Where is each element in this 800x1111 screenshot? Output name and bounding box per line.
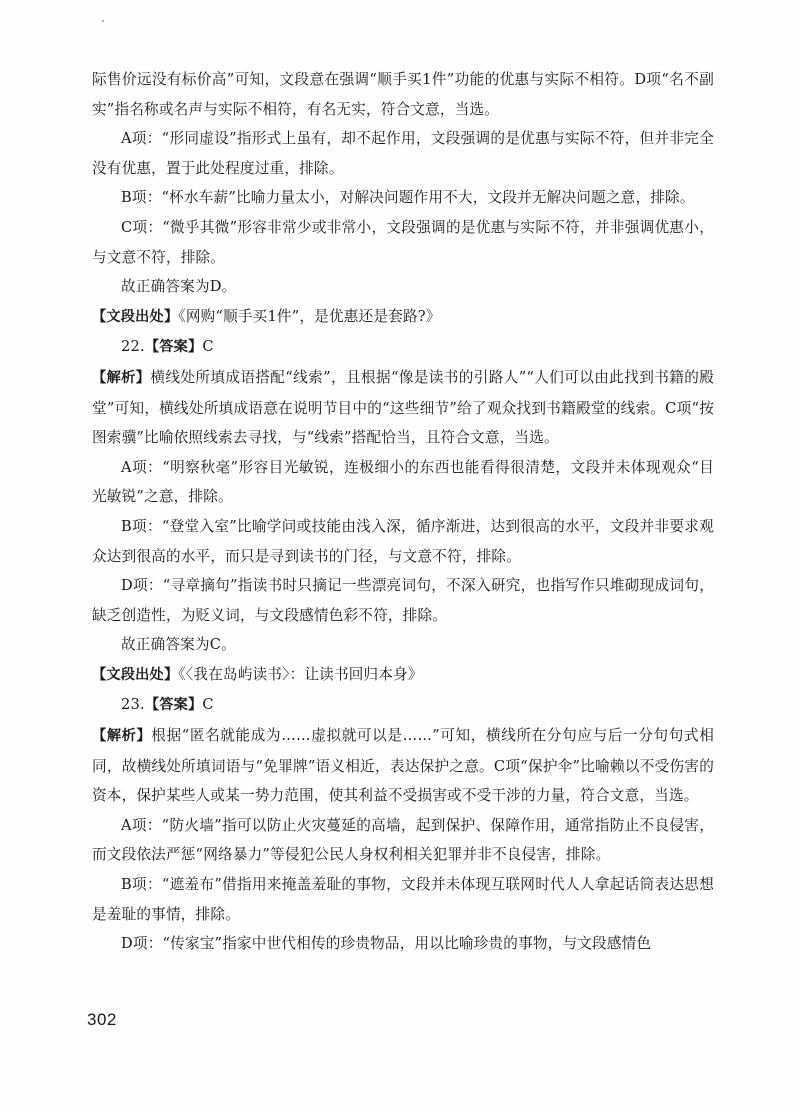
page-body	[92, 65, 714, 959]
page-number: 302	[87, 1010, 117, 1029]
source-tag: 【文段出处】	[92, 308, 179, 325]
answer-summary-22-text: 故正确答案为C。	[121, 636, 236, 654]
question-number-23: 23.	[121, 696, 145, 714]
paragraph-option-a-2-text: A项：“明察秋毫”形容目光敏锐，连极细小的东西也能看得很清楚，文段并未体现观众“目光敏锐”之意，排除。	[92, 458, 714, 506]
question-22-answer	[92, 332, 714, 363]
answer-tag: 【答案】	[144, 339, 203, 356]
scan-speck	[102, 20, 104, 22]
paragraph-analysis-23	[92, 721, 714, 811]
paragraph-option-a-3-text: A项：“防火墙”指可以防止火灾蔓延的高墙，起到保护、保障作用，通常指防止不良侵害，而文段依法严惩“网络暴力”等侵犯公民人身权利相关犯罪并非不良侵害，排除。	[92, 816, 714, 864]
source-tag: 【文段出处】	[92, 666, 179, 683]
paragraph-option-b-2	[92, 512, 714, 571]
question-23-answer	[92, 690, 714, 721]
paragraph-option-b-1	[92, 183, 714, 213]
paragraph-option-b-2-text: B项：“登堂入室”比喻学问或技能由浅入深，循序渐进，达到很高的水平，文段并非要求观众达到很高的水平，而只是寻到读书的门径，与文意不符，排除。	[92, 517, 714, 565]
paragraph-option-d-3-text: D项：“传家宝”指家中世代相传的珍贵物品，用以比喻珍贵的事物，与文段感情色	[121, 935, 652, 953]
answer-23-value: C	[202, 696, 214, 714]
paragraph-answer-summary-22	[92, 630, 714, 660]
paragraph-1-text: 际售价远没有标价高”可知，文段意在强调“顺手买1件”功能的优惠与实际不相符。D项“名不副实”指名称或名声与实际不相符，有名无实，符合文意，当选。	[92, 71, 714, 118]
answer-tag: 【答案】	[144, 697, 203, 714]
source-22-text: 《〈我在岛屿读书〉：让读书回归本身》	[178, 665, 423, 683]
paragraph-analysis-22	[92, 363, 714, 453]
paragraph-option-a-1-text: A项：“形同虚设”指形式上虽有，却不起作用，文段强调的是优惠与实际不符，但并非完全没有优惠，置于此处程度过重，排除。	[92, 130, 714, 177]
answer-summary-21-text: 故正确答案为D。	[121, 278, 237, 296]
paragraph-option-c-1	[92, 213, 714, 272]
question-number-22: 22.	[121, 338, 145, 356]
paragraph-option-d-2-text: D项：“寻章摘句”指读书时只摘记一些漂亮词句，不深入研究，也指写作只堆砌现成词句，缺乏创造性，为贬义词，与文段感情色彩不符，排除。	[92, 577, 714, 624]
paragraph-option-b-3-text: B项：“遮羞布”借指用来掩盖羞耻的事物，文段并未体现互联网时代人人拿起话筒表达思想是羞耻的事情，排除。	[92, 876, 714, 923]
source-21-text: 《网购“顺手买1件”，是优惠还是套路?》	[178, 307, 441, 325]
paragraph-option-b-1-text: B项：“杯水车薪”比喻力量太小，对解决问题作用不大，文段并无解决问题之意，排除。	[121, 189, 695, 207]
analysis-22-text: 横线处所填成语搭配“线索”，且根据“像是读书的引路人”“人们可以由此找到书籍的殿堂”可知，横线处所填成语意在说明节目中的“这些细节”给了观众找到书籍殿堂的线索。C项“按图索骥”比喻依照线索去寻找，与“线索”搭配恰当，且符合文意，当选。	[92, 368, 714, 447]
paragraph-answer-summary-21	[92, 272, 714, 302]
paragraph-option-b-3	[92, 870, 714, 929]
paragraph-option-a-2	[92, 453, 714, 512]
paragraph-option-c-1-text: C项：“微乎其微”形容非常少或非常小，文段强调的是优惠与实际不符，并非强调优惠小，与文意不符，排除。	[92, 218, 714, 266]
analysis-tag: 【解析】	[92, 369, 151, 386]
paragraph-1	[92, 65, 714, 124]
paragraph-source-21	[92, 302, 714, 333]
paragraph-option-d-3	[92, 929, 714, 959]
paragraph-option-a-1	[92, 124, 714, 183]
paragraph-option-a-3	[92, 811, 714, 870]
analysis-tag: 【解析】	[92, 728, 152, 745]
answer-22-value: C	[202, 338, 214, 356]
paragraph-source-22	[92, 660, 714, 691]
analysis-23-text: 根据“匿名就能成为……虚拟就可以是……”可知，横线所在分句应与后一分句句式相同，故横线处所填词语与“免罪牌”语义相近，表达保护之意。C项“保护伞”比喻赖以不受伤害的资本，保护某些人或某一势力范围，使其利益不受损害或不受干涉的力量，符合文意，当选。	[92, 727, 714, 805]
paragraph-option-d-2	[92, 571, 714, 630]
